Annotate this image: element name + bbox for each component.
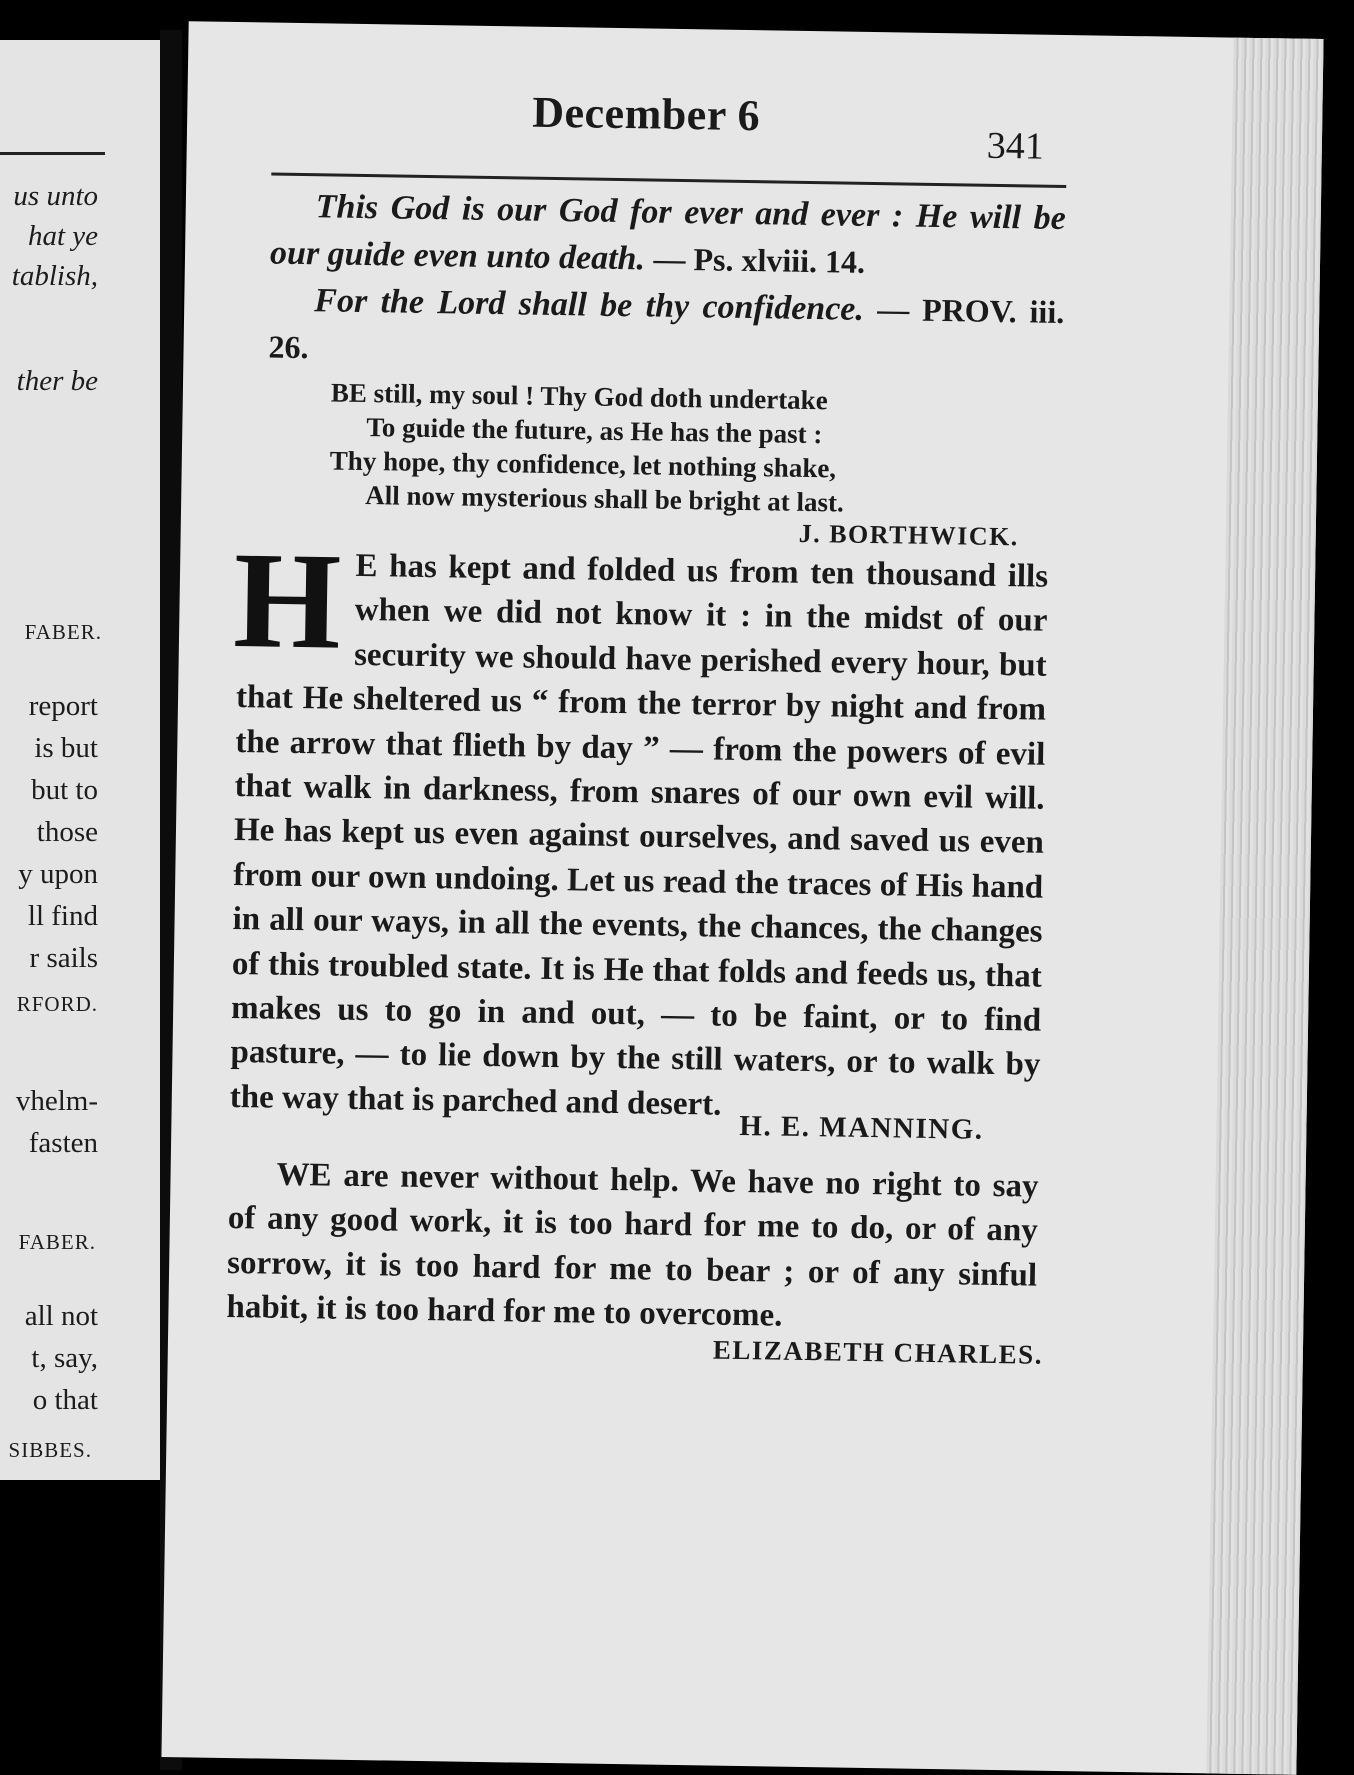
verse-1-reference: — Ps. xlviii. 14.: [653, 240, 866, 280]
left-fragment: those: [36, 816, 98, 848]
left-fragment: us unto: [13, 180, 98, 212]
left-attribution: FABER.: [24, 620, 102, 644]
poem-line: To guide the future, as He has the past :: [366, 412, 823, 450]
page-title: December 6: [531, 87, 761, 141]
right-page: [161, 21, 1323, 1775]
left-fragment: ll find: [27, 900, 98, 932]
left-attribution: SIBBES.: [8, 1438, 92, 1462]
verse-1: [270, 183, 1066, 289]
poem-line: BE still, my soul ! Thy God doth undertake: [330, 377, 828, 416]
left-fragment: r sails: [29, 942, 98, 974]
left-fragment: ther be: [16, 365, 98, 397]
left-fragment: t, say,: [31, 1342, 98, 1374]
left-header-rule: [0, 152, 105, 155]
left-page: [0, 40, 160, 1480]
left-fragment: tablish,: [11, 260, 98, 292]
poem-line: Thy hope, thy confidence, let nothing shake,: [329, 445, 837, 484]
left-fragment: vhelm-: [15, 1085, 98, 1117]
poem-line: All now mysterious shall be bright at last.: [365, 480, 844, 518]
left-fragment: is but: [34, 732, 98, 764]
verse-1-text: This God is our God for ever and ever : He will be our guide even unto death.: [269, 188, 1067, 278]
left-fragment: o that: [32, 1384, 98, 1416]
left-fragment: all not: [24, 1300, 98, 1332]
poem: [329, 375, 846, 519]
left-fragment: but to: [31, 774, 98, 806]
paragraph-text: E has kept and folded us from ten thousand ills when we did not know it : in the midst of our security we should have perished every hour, but that He sheltered us “ from the terror by night and from the arrow that flieth by day ” — from the powers of evil that walk in darkness, from snares of our own evil will. He has kept us even against ourselves, and saved us even from our own undoing. Let us read the traces of His hand in all our ways, in all the events, the chances, the changes of this troubled state. It is He that folds and feeds us, that makes us to go in and out, — to be faint, or to find pasture, — to lie down by the still waters, or to walk by the way that is parched and desert.: [229, 547, 1049, 1123]
left-attribution: RFORD.: [16, 992, 98, 1016]
verse-2-reference: — PROV. iii. 26.: [268, 291, 1065, 366]
page-edge-stack: [1206, 38, 1323, 1775]
left-fragment: fasten: [28, 1127, 98, 1159]
verse-2-text: For the Lord shall be thy confidence.: [314, 282, 865, 328]
left-fragment: report: [28, 690, 98, 722]
page-number: 341: [986, 124, 1045, 168]
left-fragment: hat ye: [27, 220, 98, 252]
paragraph-author: ELIZABETH CHARLES.: [712, 1334, 1044, 1370]
left-attribution: FABER.: [18, 1230, 96, 1254]
drop-cap: H: [232, 522, 343, 678]
scripture-verses: [268, 183, 1066, 383]
verse-2: [268, 276, 1064, 382]
paragraph-author: H. E. MANNING.: [739, 1109, 984, 1146]
paragraph-text: WE are never without help. We have no right to say of any good work, it is too hard for me to do, or of any sorrow, it is too hard for me to bear ; or of any sinful habit, it is too hard for me to overcome.: [226, 1156, 1039, 1334]
poem-author: J. BORTHWICK.: [798, 518, 1020, 552]
paragraph-charles: [226, 1152, 1039, 1342]
left-fragment: y upon: [18, 858, 98, 890]
